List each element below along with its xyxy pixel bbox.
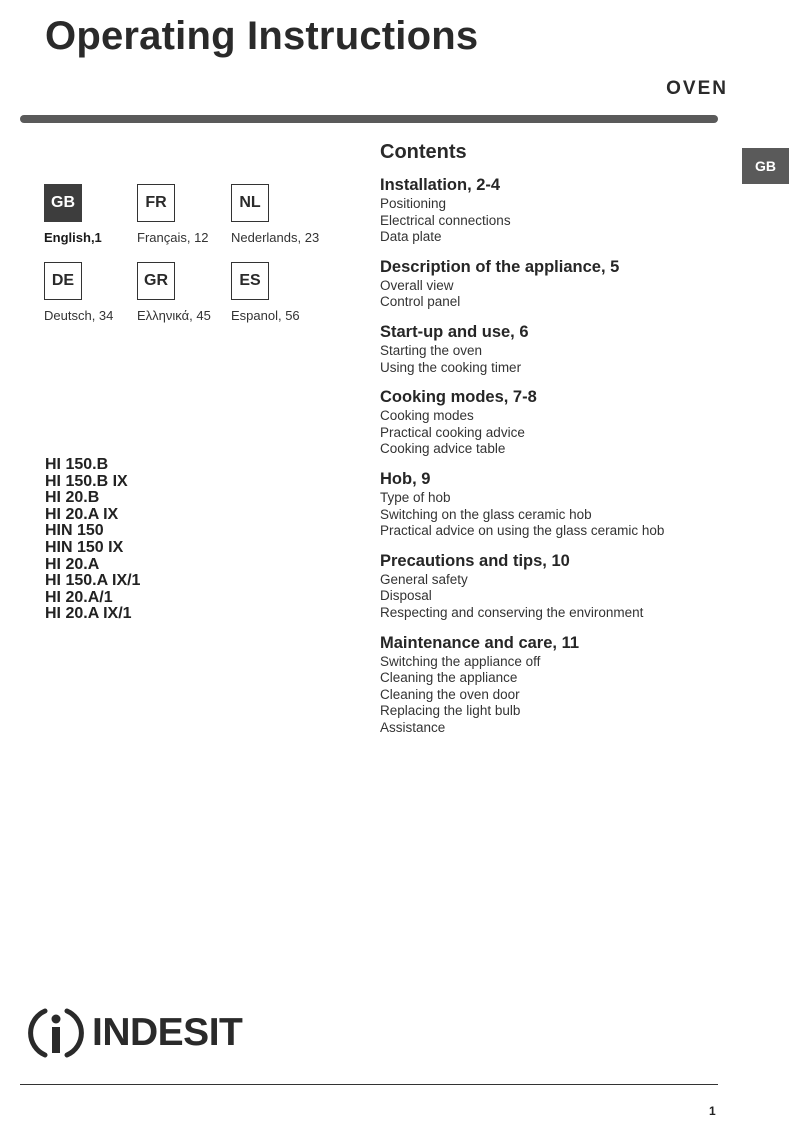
section-title: Precautions and tips, 10 [380,551,570,570]
section-title: Maintenance and care, 11 [380,633,580,652]
language-option-de [44,262,139,323]
model-item: HI 20.A IX/1 [45,605,132,623]
section-item: General safety [380,571,468,587]
language-label: English,1 [44,230,102,245]
language-label: Nederlands, 23 [231,230,320,245]
brand-name: INDESIT [92,1011,243,1054]
model-item: HI 20.A IX [45,505,119,523]
section-title: Hob, 9 [380,469,431,488]
section-item: Cleaning the appliance [380,670,518,686]
section-item: Using the cooking timer [380,359,522,375]
page-number: 1 [709,1104,716,1118]
language-option-es [231,262,326,323]
page-title: Operating Instructions [45,14,479,58]
model-list [45,457,140,623]
contents-sections [380,176,720,736]
section-item: Cooking advice table [380,441,506,457]
language-code-box: FR [137,184,175,222]
brand-logo [28,1005,242,1061]
language-label: Français, 12 [137,230,209,245]
language-option-gb [44,184,139,245]
section-item: Control panel [380,294,461,310]
section-item: Positioning [380,196,447,211]
model-item: HIN 150 [45,522,104,540]
indesit-logo-icon [28,1005,84,1061]
contents-heading: Contents [380,141,467,163]
section-item: Switching on the glass ceramic hob [380,506,592,522]
language-code-box: DE [44,262,82,300]
table-of-contents [380,141,720,748]
top-divider [20,115,718,123]
product-type: OVEN [666,78,728,99]
language-label: Deutsch, 34 [44,308,114,323]
section-item: Data plate [380,229,442,245]
contents-section [380,258,720,311]
section-item: Cleaning the oven door [380,686,520,702]
model-item: HI 150.A IX/1 [45,572,141,590]
language-label: Ελληνικά, 45 [137,308,211,323]
section-item: Electrical connections [380,212,511,228]
language-side-tab: GB [742,148,789,184]
section-item: Replacing the light bulb [380,703,521,719]
section-title: Start-up and use, 6 [380,322,529,341]
language-code-box: GR [137,262,175,300]
section-item: Overall view [380,277,454,293]
section-title: Cooking modes, 7-8 [380,388,537,407]
contents-section [380,470,720,540]
model-item: HIN 150 IX [45,538,124,556]
section-title: Description of the appliance, 5 [380,257,620,276]
contents-section [380,634,720,737]
model-item: HI 150.B [45,456,109,473]
model-item: HI 20.B [45,489,100,507]
language-code-box: ES [231,262,269,300]
language-label: Espanol, 56 [231,308,300,323]
section-item: Switching the appliance off [380,653,541,669]
model-item: HI 20.A [45,555,100,573]
language-code-box: NL [231,184,269,222]
contents-section [380,176,720,246]
section-item: Disposal [380,588,432,604]
section-item: Respecting and conserving the environment [380,604,644,620]
bottom-divider [20,1084,718,1085]
language-option-gr [137,262,232,323]
section-title: Installation, 2-4 [380,176,501,194]
contents-section [380,323,720,376]
section-item: Type of hob [380,489,451,505]
model-item: HI 150.B IX [45,472,128,490]
contents-section [380,388,720,458]
model-item: HI 20.A/1 [45,588,113,606]
section-item: Practical cooking advice [380,424,525,440]
section-item: Practical advice on using the glass ceramic hob [380,523,665,539]
contents-section [380,552,720,622]
language-code-box: GB [44,184,82,222]
section-item: Starting the oven [380,342,483,358]
language-option-fr [137,184,232,245]
section-item: Cooking modes [380,408,474,424]
section-item: Assistance [380,719,446,735]
language-option-nl [231,184,326,245]
